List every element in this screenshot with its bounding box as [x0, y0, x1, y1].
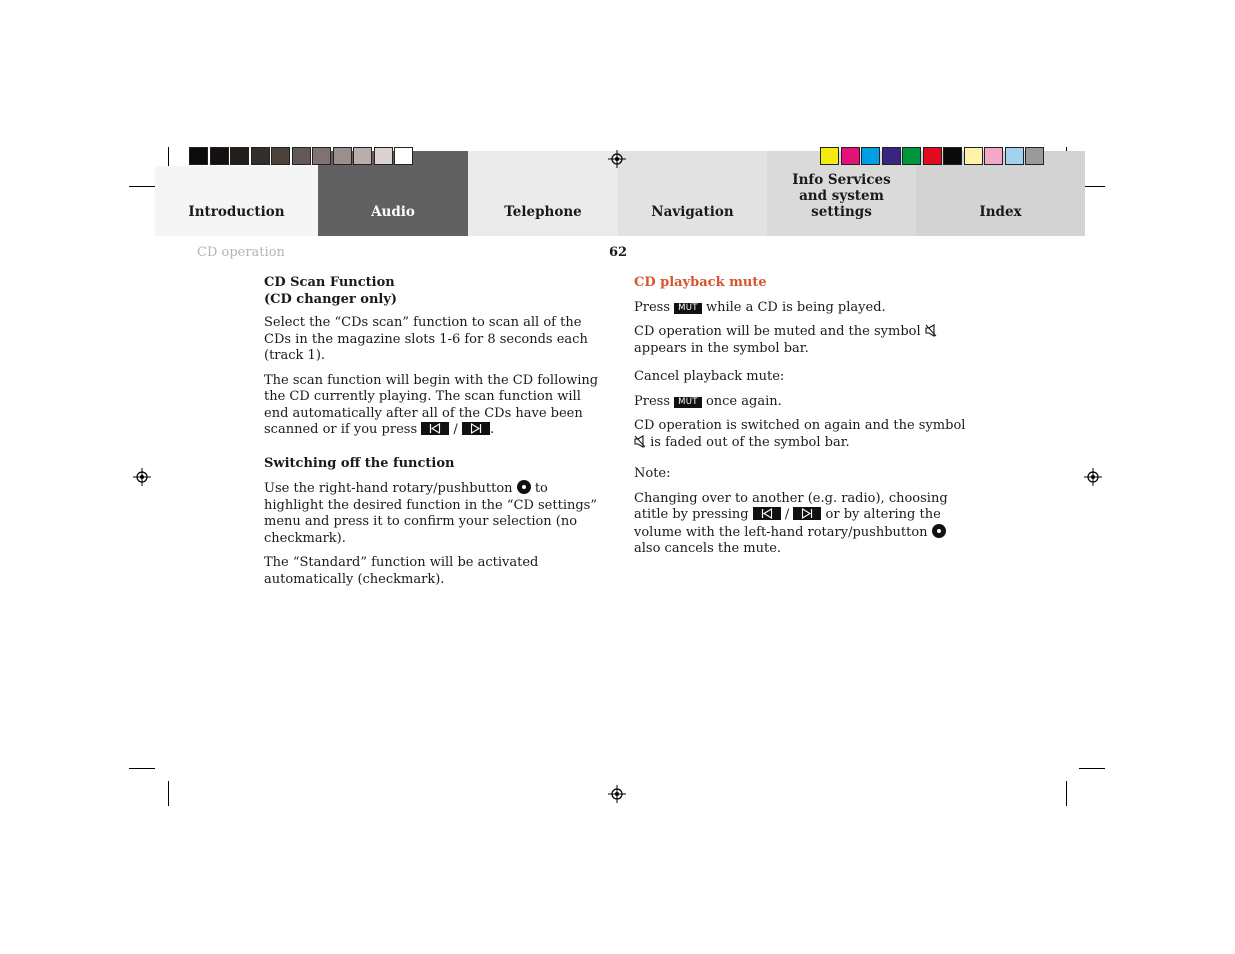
- mute-key-icon: MUT: [674, 397, 702, 408]
- text: Changing over to another (e.g. radio), choosing atitle by pressing: [634, 490, 948, 522]
- swatch: [923, 147, 942, 165]
- crop-mark: [129, 768, 155, 769]
- heading-line: (CD changer only): [264, 291, 398, 307]
- swatch: [984, 147, 1003, 165]
- tab-telephone[interactable]: [468, 151, 618, 236]
- tab-label: Audio: [371, 204, 415, 220]
- paragraph: [264, 480, 604, 547]
- crop-mark: [1066, 781, 1067, 806]
- skip-back-icon: [753, 507, 781, 520]
- separator: /: [453, 422, 458, 437]
- tab-label: Telephone: [504, 204, 582, 220]
- text: The scan function will begin with the CD following the CD currently playing. The scan function will end automatically after all of the CDs have been scanned or if you press: [264, 372, 599, 437]
- text: Use the right-hand rotary/pushbutton: [264, 481, 513, 496]
- text: once again.: [705, 393, 782, 409]
- skip-back-icon: [421, 422, 449, 435]
- section-heading: CD playback mute: [634, 275, 767, 290]
- swatch: [312, 147, 331, 165]
- skip-forward-icon: [793, 507, 821, 520]
- swatch: [1005, 147, 1024, 165]
- swatch: [251, 147, 270, 165]
- section-heading: [264, 275, 604, 308]
- swatch: [353, 147, 372, 165]
- tab-introduction[interactable]: [155, 166, 318, 236]
- paragraph: [634, 300, 974, 317]
- paragraph: [634, 418, 974, 451]
- registration-mark-icon: [133, 468, 151, 486]
- swatch: [271, 147, 290, 165]
- paragraph: [634, 324, 974, 357]
- section-heading: Switching off the function: [264, 455, 455, 471]
- swatch: [210, 147, 229, 165]
- tab-label: Navigation: [651, 204, 734, 220]
- text: CD operation is switched on again and the symbol: [634, 418, 966, 433]
- text: CD operation will be muted and the symbol: [634, 324, 921, 339]
- swatch: [943, 147, 962, 165]
- crop-mark: [1079, 768, 1105, 769]
- text: also cancels the mute.: [634, 541, 782, 556]
- note-label: Note:: [634, 466, 671, 481]
- heading-line: CD Scan Function: [264, 275, 395, 290]
- swatch: [820, 147, 839, 165]
- swatch: [1025, 147, 1044, 165]
- swatch: [189, 147, 208, 165]
- text: or by altering the volume with the left-hand rotary/pushbutton: [634, 507, 941, 540]
- paragraph: Select the “CDs scan” function to scan all of the CDs in the magazine slots 1-6 for 8 seconds each (track 1).: [264, 315, 588, 363]
- swatch: [902, 147, 921, 165]
- tab-navigation[interactable]: [618, 151, 767, 236]
- page-number: 62: [609, 245, 628, 260]
- skip-forward-icon: [462, 422, 490, 435]
- rotary-knob-icon: [932, 524, 946, 538]
- swatch: [230, 147, 249, 165]
- paragraph: [634, 491, 974, 558]
- tab-label: Introduction: [188, 204, 285, 220]
- separator: /: [784, 507, 790, 522]
- tab-label: Index: [979, 204, 1022, 220]
- crop-mark: [168, 781, 169, 806]
- text: Press: [634, 393, 670, 409]
- text: to highlight the desired function in the “CD settings” menu and press it to confirm your selection (no checkmark).: [264, 481, 597, 546]
- paragraph: [264, 373, 604, 439]
- crop-mark: [129, 186, 155, 187]
- mute-key-icon: MUT: [674, 303, 702, 314]
- section-label: CD operation: [197, 245, 285, 260]
- rotary-knob-icon: [517, 480, 531, 494]
- swatch: [964, 147, 983, 165]
- registration-mark-icon: [608, 785, 626, 803]
- swatch: [394, 147, 413, 165]
- text: Press: [634, 299, 670, 315]
- paragraph: The “Standard” function will be activated automatically (checkmark).: [264, 555, 539, 587]
- mute-speaker-icon: [634, 435, 646, 448]
- swatch: [882, 147, 901, 165]
- registration-mark-icon: [1084, 468, 1102, 486]
- text: appears in the symbol bar.: [634, 340, 809, 356]
- swatch: [861, 147, 880, 165]
- right-column: [634, 275, 974, 558]
- text: while a CD is being played.: [705, 299, 886, 315]
- swatch: [333, 147, 352, 165]
- registration-mark-icon: [608, 150, 626, 168]
- swatch: [374, 147, 393, 165]
- text: is faded out of the symbol bar.: [650, 434, 850, 450]
- paragraph: [634, 394, 974, 411]
- swatch: [292, 147, 311, 165]
- tab-label: Info Services and system settings: [792, 172, 891, 220]
- left-column: [264, 275, 604, 588]
- text: .: [489, 422, 495, 437]
- swatch: [841, 147, 860, 165]
- paragraph: Cancel playback mute:: [634, 369, 785, 384]
- mute-speaker-icon: [925, 324, 937, 337]
